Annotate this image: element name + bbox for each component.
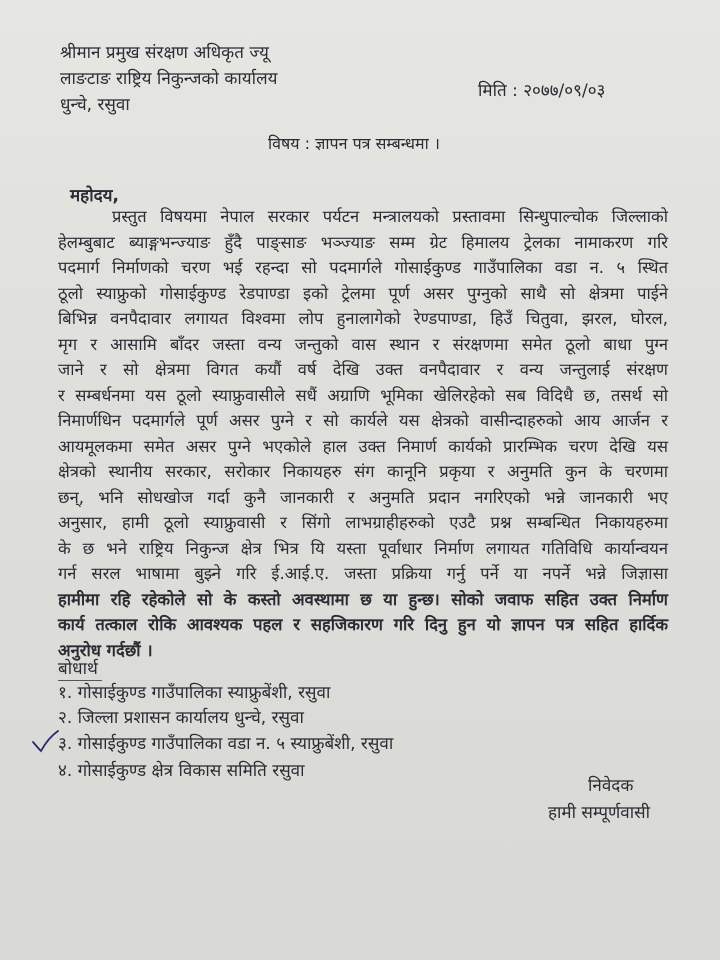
recipient-office: लाङटाङ राष्ट्रिय निकुन्जको कार्यालय — [60, 69, 278, 89]
body-line: हेलम्बुबाट ब्याङ्गभन्ज्याङ हुँदै पाङ्साङ भञ्ज्याङ सम्म ग्रेट हिमालय ट्रेलका नामाकरण गरि — [58, 232, 668, 252]
recipient-location: धुन्चे, रसुवा — [60, 95, 130, 115]
signature-label: निवेदक — [588, 776, 634, 796]
cc-item: २. जिल्ला प्रशासन कार्यालय धुन्चे, रसुवा — [58, 708, 304, 728]
recipient-title: श्रीमान प्रमुख संरक्षण अधिकृत ज्यू — [60, 43, 269, 63]
body-line: अनुरोध गर्दछौं । — [58, 640, 153, 660]
body-line: के छ भने राष्ट्रिय निकुन्ज क्षेत्र भित्र यि यस्ता पूर्वाधार निर्माण लगायत गतिविधि कार्यान्वयन — [58, 538, 668, 558]
cc-item: ४. गोसाईकुण्ड क्षेत्र विकास समिति रसुवा — [58, 761, 305, 781]
salutation: महोदय, — [70, 186, 119, 206]
letter-subject: विषय : ज्ञापन पत्र सम्बन्धमा । — [268, 134, 440, 153]
body-line: आयमूलकमा समेत असर पुग्ने भएकोले हाल उक्त निमार्ण कार्यको प्रारम्भिक चरण देखि यस — [58, 436, 668, 456]
body-line: हामीमा रहि रहेकोले सो के कस्तो अवस्थामा छ या हुन्छ। सोको जवाफ सहित उक्त निर्माण — [58, 589, 668, 609]
body-line: मृग र आसामि बाँदर जस्ता वन्य जन्तुको वास स्थान र संरक्षणमा समेत ठूलो बाधा पुग्न — [58, 334, 668, 354]
body-line: बिभिन्न वनपैदावार लगायत विश्वमा लोप हुनालागेको रेण्डपाण्डा, हिउँ चितुवा, झरल, घोरल, — [58, 309, 668, 328]
body-line: ठूलो स्याफ्रुको गोसाईकुण्ड रेडपाण्डा इको ट्रेलमा पूर्ण असर पुग्नुको साथै सो क्षेत्रमा पाईने — [58, 283, 668, 303]
body-line: अनुसार, हामी ठूलो स्याफ्रुवासी र सिंगो लाभग्राहीहरुको एउटै प्रश्न सम्बन्धित निकायहरुमा — [58, 513, 668, 532]
signature-name: हामी सम्पूर्णवासी — [548, 803, 651, 823]
body-line: छन्, भनि सोधखोज गर्दा कुनै जानकारी र अनुमति प्रदान नगरिएको भन्ने जानकारी भए — [58, 487, 668, 507]
cc-heading-underline — [58, 680, 102, 681]
cc-item: ३. गोसाईकुण्ड गाउँपालिका वडा न. ५ स्याफ्रुबेंशी, रसुवा — [58, 734, 394, 754]
body-line: क्षेत्रको स्थानीय सरकार, सरोकार निकायहरु संग कानूनि प्रकृया र अनुमति कुन के चरणमा — [58, 462, 668, 481]
body-line: कार्य तत्काल रोकि आवश्यक पहल र सहजिकारण गरि दिनु हुन यो ज्ञापन पत्र सहित हार्दिक — [58, 615, 668, 634]
body-line: र सम्बर्धनमा यस ठूलो स्याफ्रुवासीले सधैं अग्राणि भूमिका खेलिरहेको सब विदिधै छ, तसर्थ सो — [58, 385, 668, 405]
body-line: गर्न सरल भाषामा बुझ्ने गरि ई.आई.ए. जस्ता प्रक्रिया गर्नु पर्ने या नपर्ने भन्ने जिज्ञासा — [58, 564, 668, 583]
body-line: निमार्णधिन पदमार्गले पूर्ण असर पुग्ने र सो कार्यले यस क्षेत्रको वासीन्दाहरुको आय आर्जन र — [58, 411, 668, 430]
cc-heading: बोधार्थ — [58, 659, 98, 679]
body-line: जाने र सो क्षेत्रमा विगत कयौं वर्ष देखि उक्त वनपैदावार र वन्य जन्तुलाई संरक्षण — [58, 360, 668, 379]
body-line: प्रस्तुत विषयमा नेपाल सरकार पर्यटन मन्त्रालयको प्रस्तावमा सिन्धुपाल्चोक जिल्लाको — [112, 207, 668, 226]
letter-date: मिति : २०७७/०९/०३ — [478, 81, 606, 101]
body-line: पदमार्ग निर्माणको चरण भई रहन्दा सो पदमार्गले गोसाईकुण्ड गाउँपालिका वडा न. ५ स्थित — [58, 258, 668, 277]
handwritten-tick-icon — [30, 728, 60, 754]
cc-item: १. गोसाईकुण्ड गाउँपालिका स्याफ्रुबेंशी, रसुवा — [58, 683, 331, 703]
